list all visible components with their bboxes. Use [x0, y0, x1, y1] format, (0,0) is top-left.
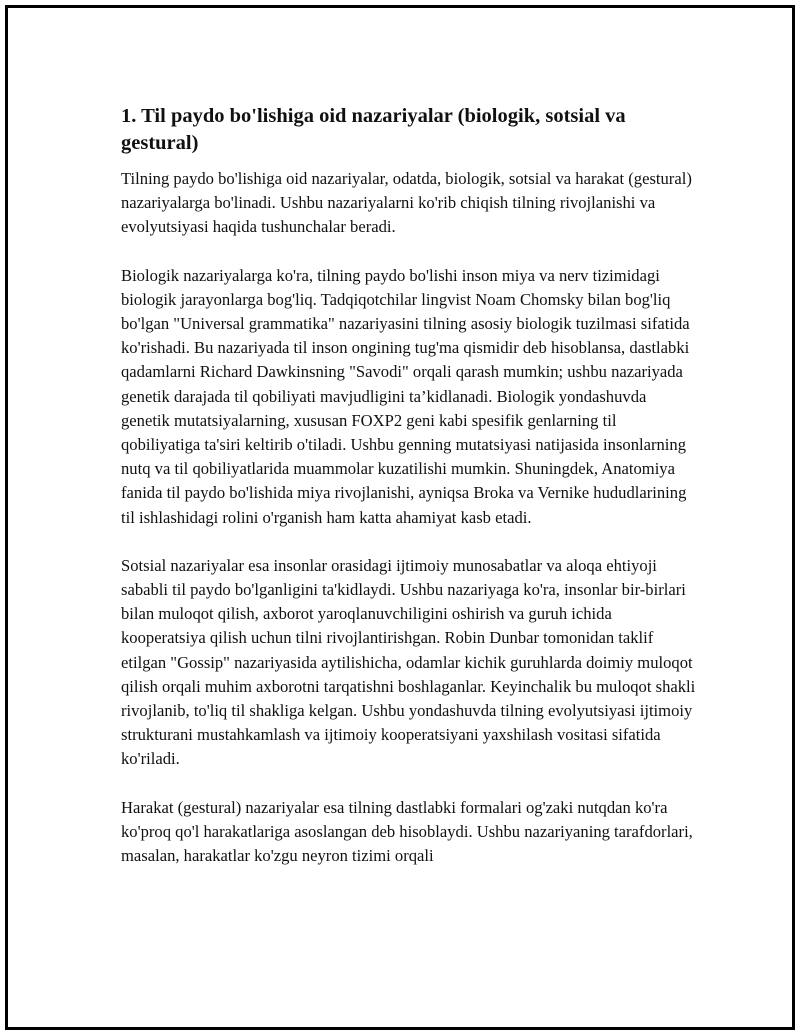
- section-heading: 1. Til paydo bo'lishiga oid nazariyalar (biologik, sotsial va gestural): [121, 105, 626, 154]
- paragraph-gestural: Harakat (gestural) nazariyalar esa tilning dastlabki formalari og'zaki nutqdan ko'ra ko'proq qo'l harakatlariga asoslangan deb hisoblaydi. Ushbu nazariyaning tarafdorlari, masalan, harakatlar ko'zgu neyron tizimi orqali: [121, 797, 693, 866]
- paragraph-biological: Biologik nazariyalarga ko'ra, tilning paydo bo'lishi inson miya va nerv tizimidagi biologik jarayonlarga bog'liq. Tadqiqotchilar lingvist Noam Chomsky bilan bog'liq bo'lgan "Universal grammatika" nazariyasini tilning asosiy biologik tuzilmasi sifatida ko'rishadi. Bu nazariyada til inson ongining tug'ma qismidir deb hisoblansa, dastlabki qadamlarni Richard Dawkinsning "Savodi" orqali qarash mumkin; ushbu nazariyada genetik darajada til qobiliyati mavjudligini ta’kidlanadi. Biologik yondashuvda genetik mutatsiyalarning, xususan FOXP2 geni kabi spesifik genlarning til qobiliyatiga ta'siri keltirib o'tiladi. Ushbu genning mutatsiyasi natijasida insonlarning nutq va til qobiliyatlarida muammolar kuzatilishi mumkin. Shuningdek, Anatomiya fanida til paydo bo'lishida miya rivojlanishi, ayniqsa Broka va Vernike hududlarining til ishlashidagi rolini o'rganish ham katta ahamiyat kasb etadi.: [121, 265, 690, 527]
- page-frame: [5, 5, 795, 1030]
- document-body: [121, 103, 696, 892]
- paragraph-intro: Tilning paydo bo'lishiga oid nazariyalar, odatda, biologik, sotsial va harakat (gestural) nazariyalarga bo'linadi. Ushbu nazariyalarni ko'rib chiqish tilning rivojlanishi va evolyutsiyasi haqida tushunchalar beradi.: [121, 169, 692, 237]
- paragraph-social: Sotsial nazariyalar esa insonlar orasidagi ijtimoiy munosabatlar va aloqa ehtiyoji sababli til paydo bo'lganligini ta'kidlaydi. Ushbu nazariyaga ko'ra, insonlar bir-birlari bilan muloqot qilish, axborot yaroqlanuvchiligini oshirish va guruh ichida kooperatsiya qilish uchun tilni rivojlantirishgan. Robin Dunbar tomonidan taklif etilgan "Gossip" nazariyasida aytilishicha, odamlar kichik guruhlarda doimiy muloqot qilish orqali muhim axborotni tarqatishni boshlaganlar. Keyinchalik bu muloqot shakli rivojlanib, to'liq til shakliga kelgan. Ushbu yondashuvda tilning evolyutsiyasi ijtimoiy strukturani mustahkamlash va ijtimoiy kooperatsiyani yaxshilash vositasi sifatida ko'riladi.: [121, 555, 696, 769]
